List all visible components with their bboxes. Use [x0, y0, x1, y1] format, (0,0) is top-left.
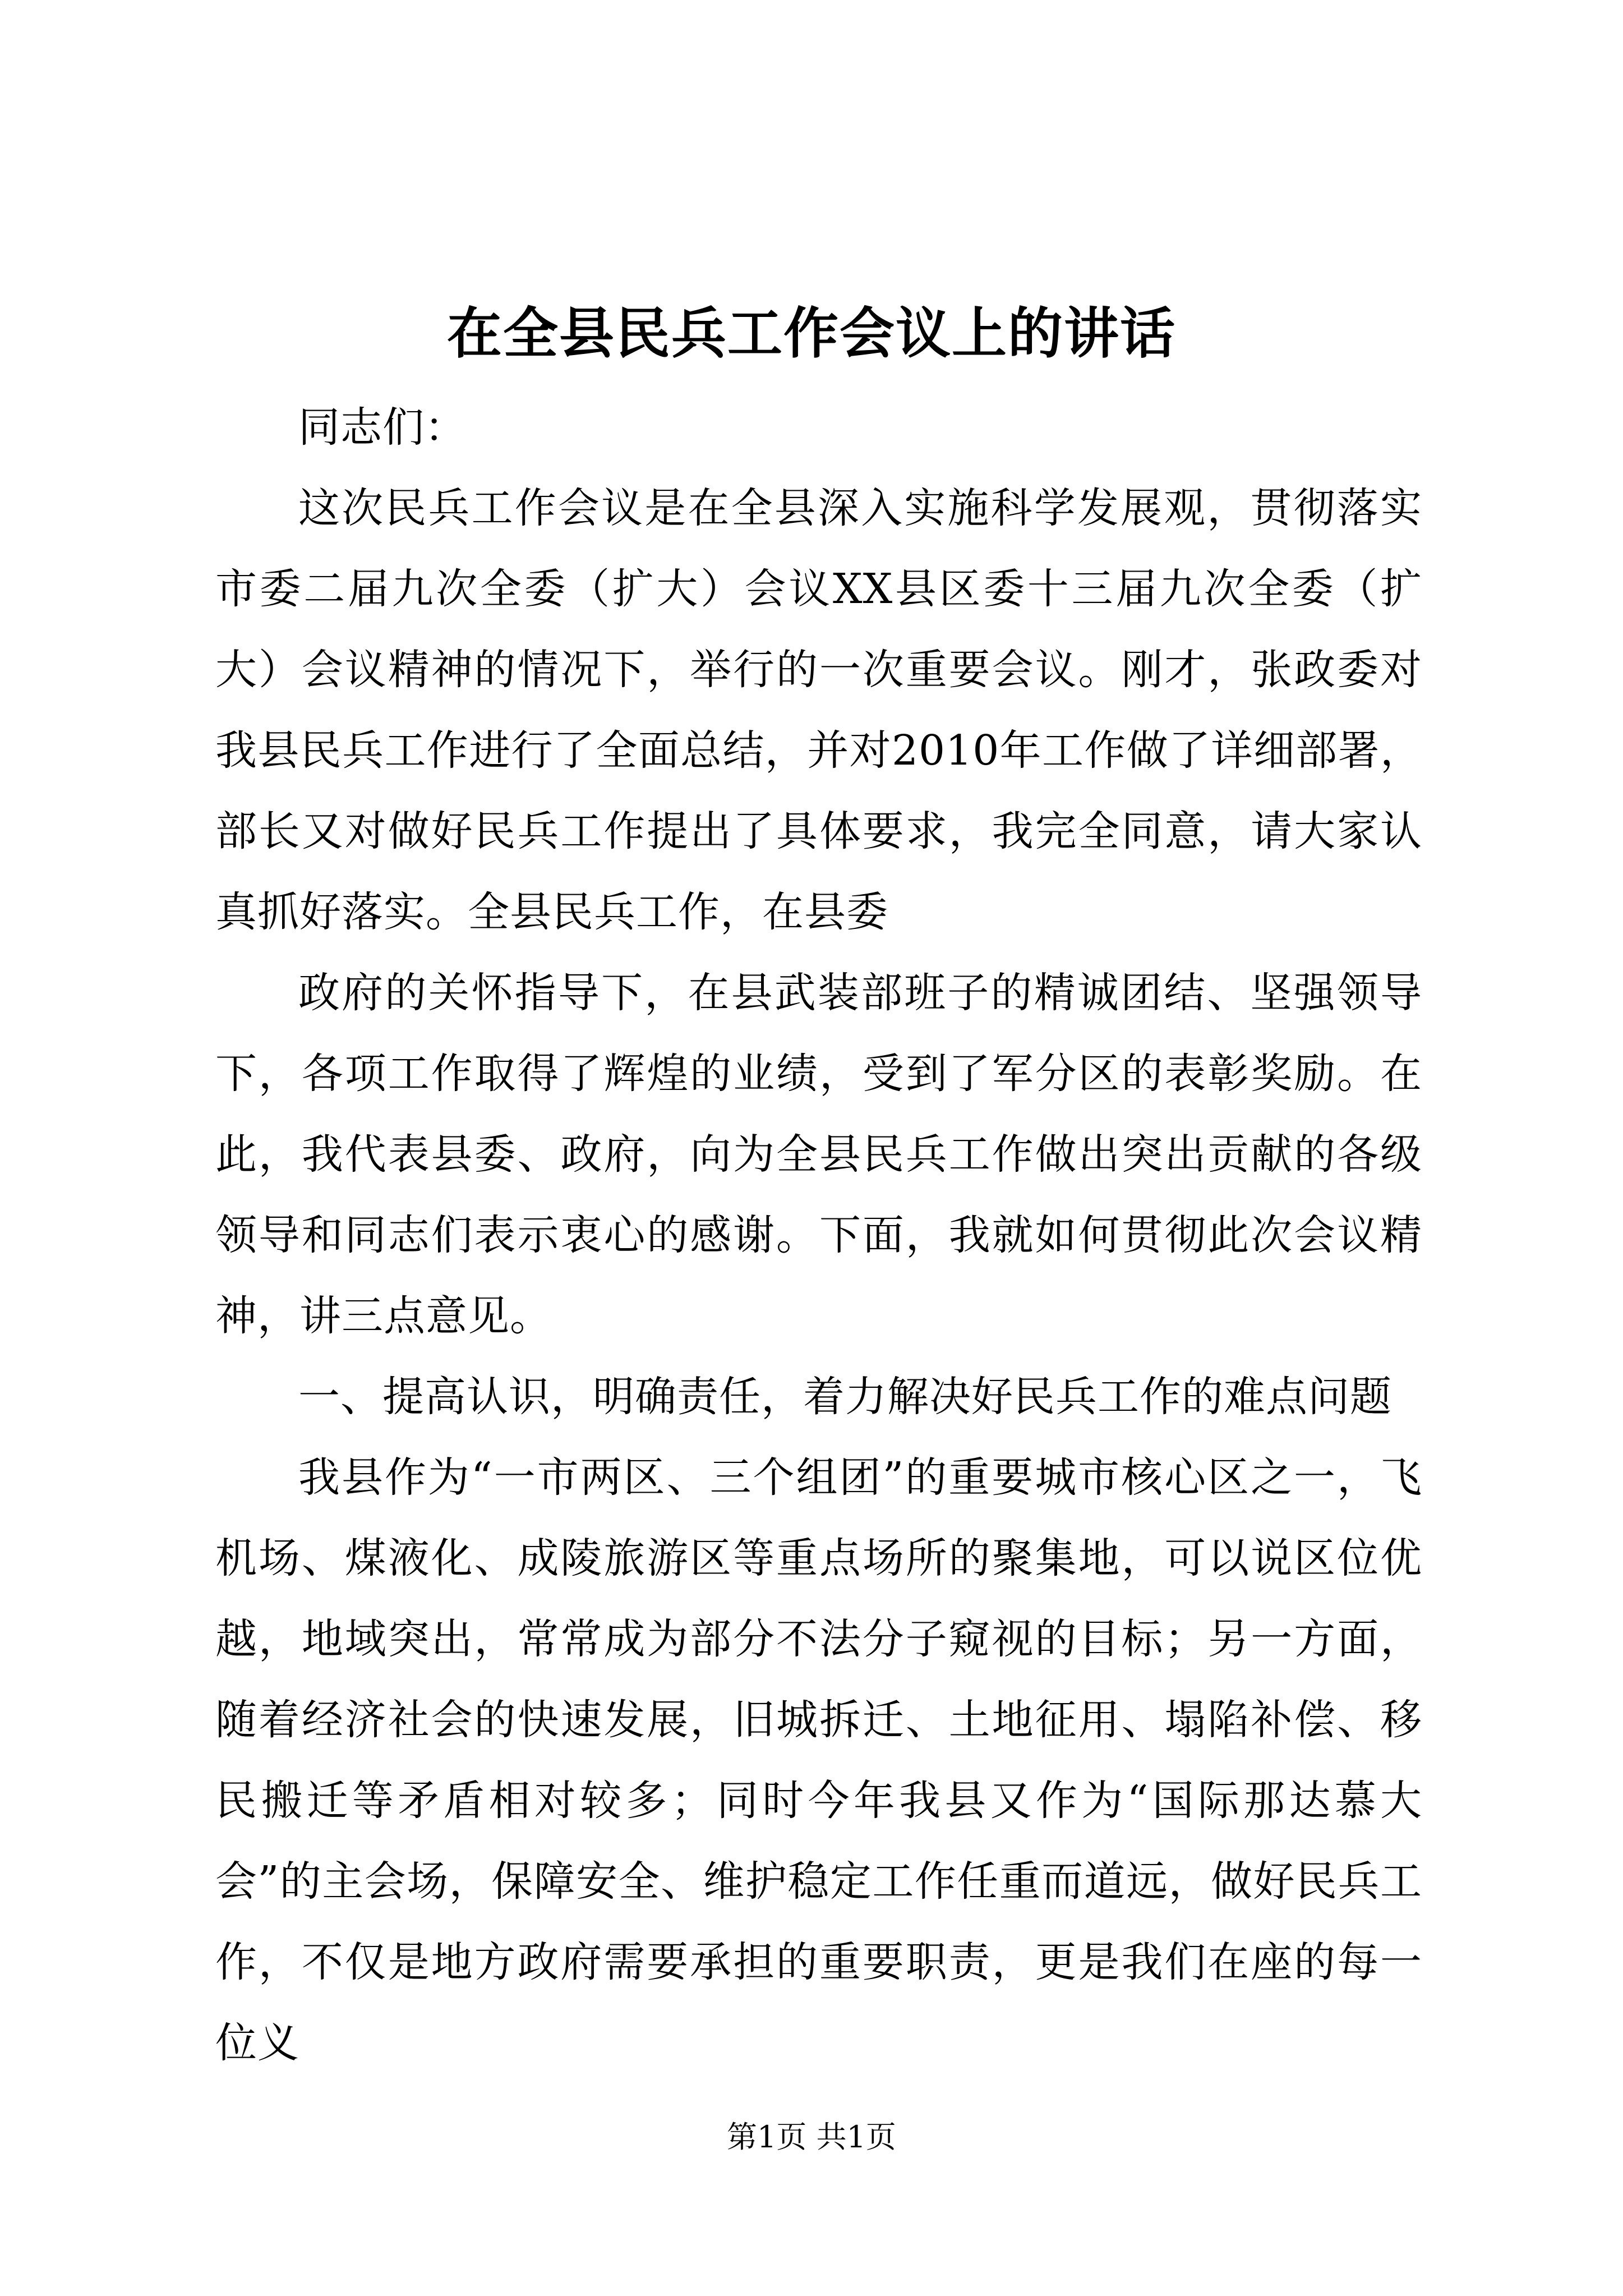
- body-paragraph: 政府的关怀指导下，在县武装部班子的精诚团结、坚强领导下，各项工作取得了辉煌的业绩，受到了军分区的表彰奖励。在此，我代表县委、政府，向为全县民兵工作做出突出贡献的各级领导和同志们表示衷心的感谢。下面，我就如何贯彻此次会议精神，讲三点意见。: [215, 969, 1422, 1340]
- body-paragraph: 我县作为“一市两区、三个组团”的重要城市核心区之一，飞机场、煤液化、成陵旅游区等重点场所的聚集地，可以说区位优越，地域突出，常常成为部分不法分子窥视的目标；另一方面，随着经济社会的快速发展，旧城拆迁、土地征用、塌陷补偿、移民搬迁等矛盾相对较多；同时今年我县又作为“国际那达慕大会”的主会场，保障安全、维护稳定工作任重而道远，做好民兵工作，不仅是地方政府需要承担的重要职责，更是我们在座的每一位义: [215, 1453, 1422, 2067]
- section-heading-paragraph: 一、提高认识，明确责任，着力解决好民兵工作的难点问题: [298, 1373, 1392, 1421]
- salutation-paragraph: 同志们：: [298, 403, 467, 452]
- document-body: [215, 387, 1422, 2083]
- page-footer: 第1页 共1页: [727, 2119, 896, 2155]
- body-paragraph: 这次民兵工作会议是在全县深入实施科学发展观，贯彻落实市委二届九次全委（扩大）会议XX县区委十三届九次全委（扩大）会议精神的情况下，举行的一次重要会议。刚才，张政委对我县民兵工作进行了全面总结，并对2010年工作做了详细部署，部长又对做好民兵工作提出了具体要求，我完全同意，请大家认真抓好落实。全县民兵工作，在县委: [215, 484, 1422, 936]
- document-title: 在全县民兵工作会议上的讲话: [446, 301, 1176, 366]
